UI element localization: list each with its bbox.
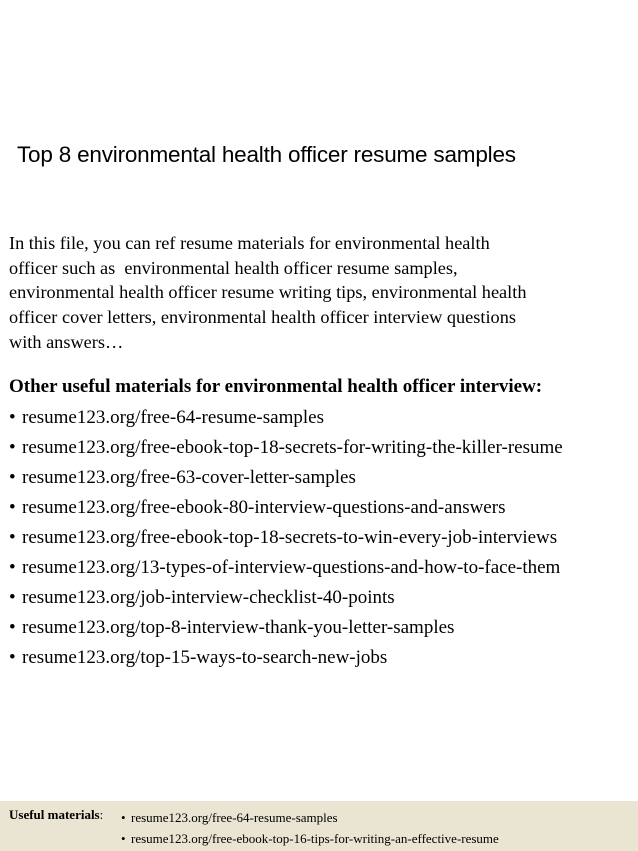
- intro-line: environmental health officer resume writing tips, environmental health: [9, 282, 527, 303]
- list-item: [9, 616, 563, 646]
- footer-bar: [0, 801, 638, 851]
- resource-link[interactable]: resume123.org/top-15-ways-to-search-new-jobs: [22, 647, 388, 668]
- resource-link[interactable]: resume123.org/top-8-interview-thank-you-letter-samples: [22, 617, 455, 638]
- intro-line: officer cover letters, environmental health officer interview questions: [9, 307, 516, 328]
- bullet-icon: •: [9, 437, 16, 458]
- list-item: [9, 496, 563, 526]
- bullet-icon: •: [9, 407, 16, 428]
- bullet-icon: •: [121, 810, 126, 825]
- intro-paragraph: [9, 231, 629, 355]
- footer-link-list: [121, 807, 499, 849]
- bullet-icon: •: [9, 557, 16, 578]
- resource-link[interactable]: resume123.org/free-63-cover-letter-samples: [22, 467, 356, 488]
- bullet-icon: •: [9, 497, 16, 518]
- footer-label-colon: :: [99, 807, 104, 822]
- bullet-icon: •: [9, 617, 16, 638]
- list-item: [9, 526, 563, 556]
- footer-link[interactable]: resume123.org/free-64-resume-samples: [131, 810, 338, 825]
- footer-label: [9, 807, 103, 823]
- list-item: [9, 586, 563, 616]
- list-item: [9, 556, 563, 586]
- footer-label-text: Useful materials: [9, 807, 100, 822]
- bullet-icon: •: [9, 527, 16, 548]
- footer-list-item: [121, 807, 499, 828]
- bullet-icon: •: [9, 587, 16, 608]
- list-item: [9, 436, 563, 466]
- page-title: Top 8 environmental health officer resume samples: [17, 142, 516, 167]
- resource-link[interactable]: resume123.org/free-64-resume-samples: [22, 407, 324, 428]
- resource-link[interactable]: resume123.org/free-ebook-top-18-secrets-to-win-every-job-interviews: [22, 527, 558, 548]
- bullet-icon: •: [9, 647, 16, 668]
- bullet-icon: •: [121, 831, 126, 846]
- materials-heading: Other useful materials for environmental health officer interview:: [9, 376, 543, 397]
- intro-line: officer such as environmental health officer resume samples,: [9, 257, 458, 278]
- intro-line: In this file, you can ref resume materials for environmental health: [9, 233, 490, 253]
- materials-link-list: [9, 406, 563, 676]
- intro-line: with answers…: [9, 331, 124, 352]
- resource-link[interactable]: resume123.org/free-ebook-top-18-secrets-for-writing-the-killer-resume: [22, 437, 563, 458]
- list-item: [9, 646, 563, 676]
- resource-link[interactable]: resume123.org/free-ebook-80-interview-questions-and-answers: [22, 497, 506, 518]
- resource-link[interactable]: resume123.org/13-types-of-interview-questions-and-how-to-face-them: [22, 557, 561, 578]
- footer-list-item: [121, 828, 499, 849]
- list-item: [9, 466, 563, 496]
- resource-link[interactable]: resume123.org/job-interview-checklist-40-points: [22, 587, 395, 608]
- footer-link[interactable]: resume123.org/free-ebook-top-16-tips-for-writing-an-effective-resume: [131, 831, 499, 846]
- bullet-icon: •: [9, 467, 16, 488]
- list-item: [9, 406, 563, 436]
